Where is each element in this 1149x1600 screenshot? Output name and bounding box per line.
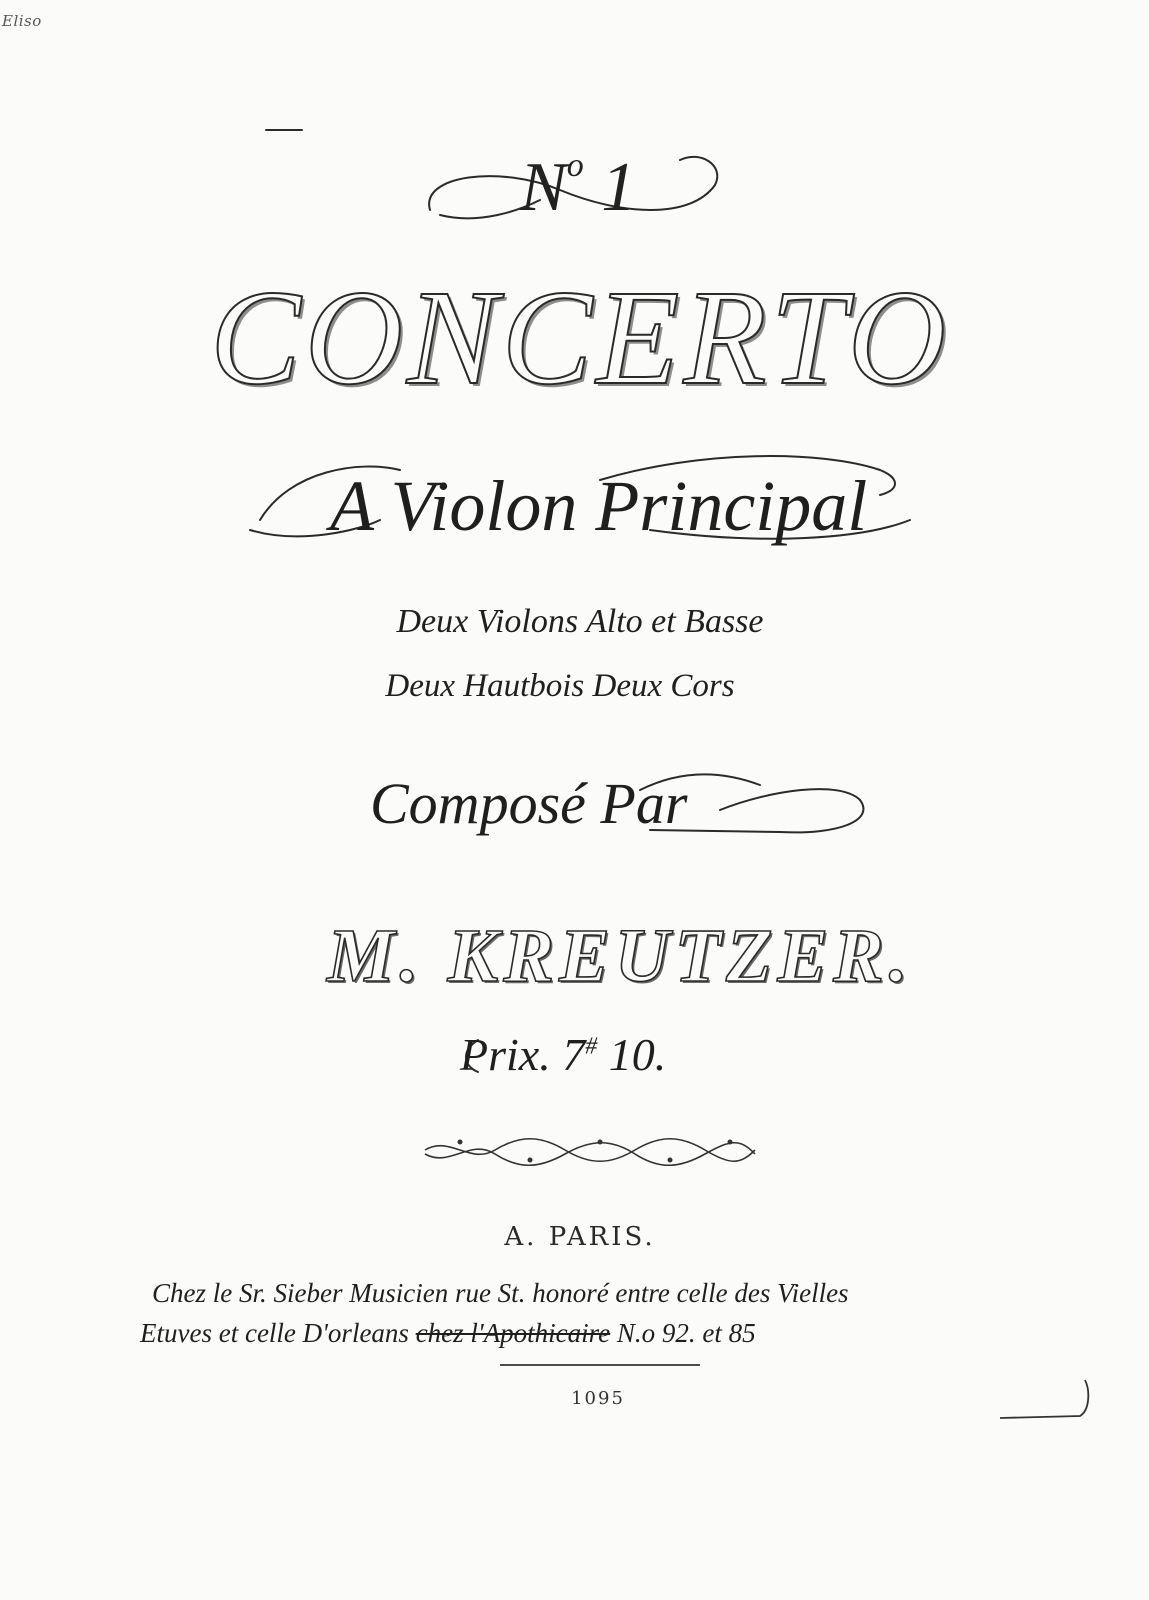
number-prefix: N — [520, 149, 567, 226]
price-cents: 10. — [608, 1029, 667, 1080]
corner-marginal-note: Eliso — [2, 12, 42, 30]
publisher-address-line-1: Chez le Sr. Sieber Musicien rue St. honoré entre celle des Vielles — [152, 1278, 849, 1308]
publication-city: A. PARIS. — [504, 1222, 656, 1252]
address-end: N.o 92. et 85 — [616, 1318, 756, 1348]
number-value: 1 — [601, 149, 637, 226]
title-concerto: CONCERTO — [210, 263, 950, 413]
composer-name: M. KREUTZER. — [327, 914, 913, 998]
price-line: Prix. 7# 10. — [460, 1029, 667, 1080]
subtitle-violon-principal: A Violon Principal — [330, 466, 868, 546]
address-struck-text: chez l'Apothicaire — [415, 1318, 611, 1348]
address-start: Etuves et celle D'orleans — [140, 1318, 409, 1348]
number-superscript: o — [566, 146, 584, 184]
accompaniment-winds: Deux Hautbois Deux Cors — [385, 668, 735, 704]
composed-by-label: Composé Par — [370, 771, 688, 836]
plate-number: 1095 — [571, 1388, 625, 1409]
price-value: 7 — [562, 1029, 586, 1080]
price-superscript: # — [585, 1033, 598, 1060]
accompaniment-strings: Deux Violons Alto et Basse — [396, 603, 764, 640]
price-label: Prix — [460, 1029, 540, 1080]
